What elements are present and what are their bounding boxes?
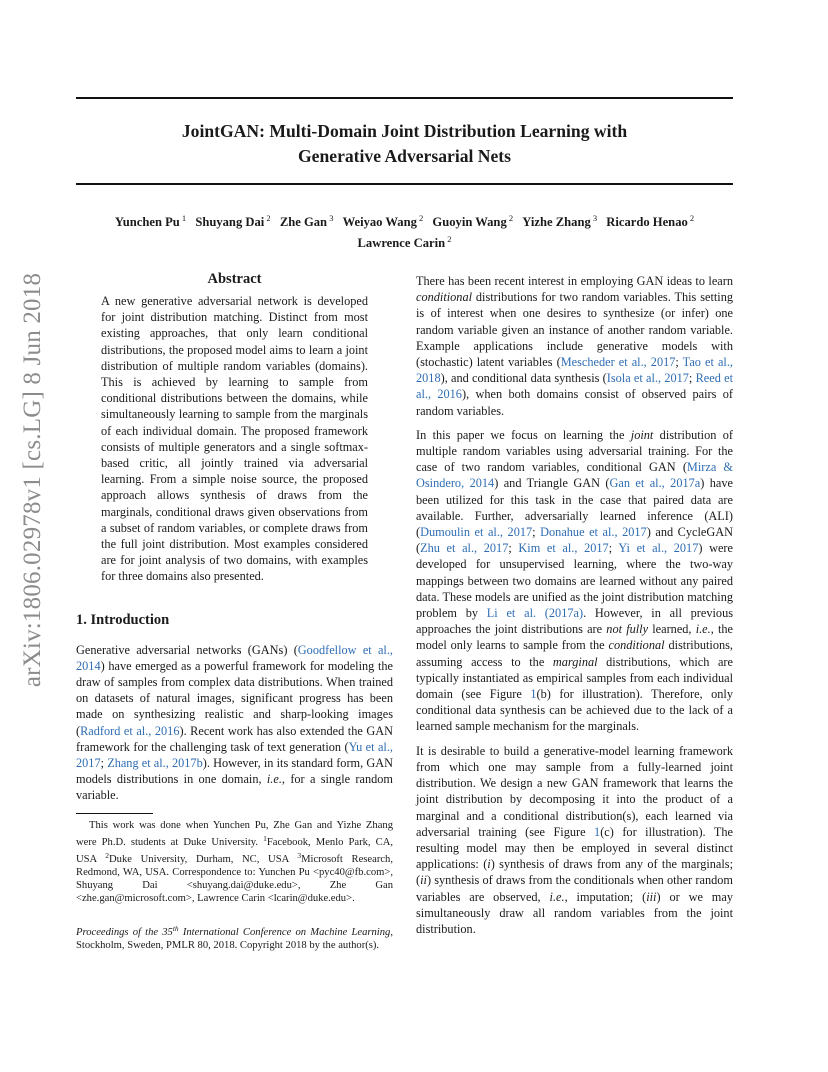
text-run: Microsoft Research, Redmond, WA, USA. Correspondence to: Yunchen Pu <pyc40@fb.com>, Shuyang Dai <shuyang.dai@duke.edu>, Zhe Gan <zhe.gan@microsoft.com>, Lawrence Carin <lcarin@duke.edu>. [76,853,393,905]
author-name: Ricardo Henao [606,215,688,229]
author [195,215,270,229]
author-affiliation-mark: 3 [590,213,598,223]
text-run: ) synthesis of draws from the conditionals when other random variables are observed, [416,873,733,904]
introduction-heading: 1. Introduction [76,611,170,628]
citation-link[interactable]: 1 [530,687,537,702]
text-run: ) and CycleGAN ( [416,525,733,556]
emphasis-text: i.e. [695,622,711,637]
footnote-rule [76,813,153,814]
superscript: 2 [105,850,110,860]
emphasis-text: i [487,857,491,872]
author [280,215,334,229]
text-run: (c) for illustration). The resulting model may then be employed in several distinct applications: ( [416,824,733,872]
text-run: learned, [648,622,696,637]
text-run: , for a single random variable. [76,772,393,803]
citation-link[interactable]: Radford et al., 2016 [80,723,180,738]
text-run: ) synthesis of draws from any of the marginals; ( [416,857,733,888]
paper-title-line-1: JointGAN: Multi-Domain Joint Distribution Learning with [181,121,628,141]
abstract-body: A new generative adversarial network is developed for joint distribution matching. Distinct from most existing approaches, that only learn conditional distributions, the proposed model aims to learn a joint distribution of multiple random variables (domains). This is achieved by learning to sample from conditional distributions between the domains, while simultaneously learning to sample from the marginals of each individual domain. The proposed framework consists of multiple generators and a single softmax-based critic, all jointly trained via adversarial learning. From a simple noise source, the proposed approach allows synthesis of draws from the marginals, conditional draws given observations from a subset of random variables, or complete draws from the full joint distribution. Most examples considered are for joint analysis of two domains, with examples for three domains also presented. [101,294,368,584]
text-run: ; [100,756,108,771]
author-name: Lawrence Carin [357,236,446,250]
author [343,215,424,229]
emphasis-text: not fully [606,622,649,637]
text-run: , imputation; ( [564,889,647,904]
abstract-heading: Abstract [207,271,262,287]
author-affiliation-mark: 2 [687,213,695,223]
author-affiliation-mark: 1 [179,213,187,223]
text-run: ), when both domains consist of observed pairs of random variables. [416,387,733,418]
superscript: 1 [263,833,267,843]
citation-link[interactable]: Goodfellow et al., 2014 [76,642,393,673]
author-name: Yunchen Pu [114,215,180,229]
citation-link[interactable]: Mescheder et al., 2017 [560,355,676,370]
text-run: ), and conditional data synthesis ( [440,371,607,386]
emphasis-text: marginal [552,654,598,669]
citation-link[interactable]: Gan et al., 2017a [609,476,701,491]
text-run: In this paper we focus on learning the [416,427,631,442]
text-run: Generative adversarial networks (GANs) ( [76,642,298,657]
citation-link[interactable]: Zhu et al., 2017 [420,541,509,556]
author [358,236,452,250]
citation-link[interactable]: Yi et al., 2017 [618,541,699,556]
text-run: distribution of multiple random variables using adversarial training. For the case of two random variables, conditional GAN ( [416,427,733,475]
text-run: Facebook, Menlo Park, CA, USA [76,836,393,865]
emphasis-text: i.e. [549,889,565,904]
text-run: ; [508,541,519,556]
author [606,215,694,229]
right-paragraph-1 [416,273,733,419]
text-run: ) or we may simultaneously draw all random variables from the joint distribution. [416,889,733,936]
right-column [416,273,733,937]
citation-link[interactable]: Isola et al., 2017 [606,371,689,386]
citation-link[interactable]: Yu et al., 2017 [76,739,393,771]
introduction-paragraph-1 [76,642,393,804]
author [432,215,513,229]
citation-link[interactable]: Reed et al., 2016 [416,371,733,402]
superscript: th [172,924,179,934]
citation-link[interactable]: Li et al. (2017a) [486,606,584,621]
author-name: Zhe Gan [279,215,328,229]
author-affiliation-mark: 2 [445,234,452,244]
author [522,215,597,229]
citation-link[interactable]: Mirza & Osindero, 2014 [416,460,733,491]
emphasis-text: Proceedings of the 35 [76,927,173,939]
arxiv-identifier-text: arXiv:1806.02978v1 [cs.LG] 8 Jun 2018 [19,272,46,688]
paper-title [76,119,733,169]
author-name: Shuyang Dai [195,215,265,229]
text-run: There has been recent interest in employing GAN ideas to learn [416,274,733,288]
text-run: distributions, which are typically instantiated as empirical samples from each individual domain (see Figure [416,654,733,702]
text-run: ) and Triangle GAN ( [494,476,610,491]
paper-title-line-2: Generative Adversarial Nets [297,146,512,166]
text-run: ; [688,371,696,386]
author-affiliation-mark: 2 [416,213,424,223]
citation-link[interactable]: Kim et al., 2017 [518,541,609,556]
proceedings-note [76,922,393,952]
author-affiliation-mark: 2 [264,213,271,223]
text-run: ; [675,355,683,370]
text-run: It is desirable to build a generative-model learning framework from which one may sample from a fully-learned joint distribution. We design a new GAN framework that learns the joint distribution by decomposing it into the product of a marginal and a conditional distribution(s), each learned via adversarial training (see Figure [416,743,733,839]
citation-link[interactable]: 1 [594,824,601,839]
author-name: Guoyin Wang [432,215,507,229]
left-column [76,271,393,952]
author-affiliation-mark: 3 [327,213,334,223]
right-paragraph-2 [416,427,733,735]
citation-link[interactable]: Dumoulin et al., 2017 [420,525,533,540]
text-run: ; [608,541,619,556]
citation-link[interactable]: Donahue et al., 2017 [540,525,647,540]
text-run: ). Recent work has also extended the GAN framework for the challenging task of text generation ( [76,723,393,754]
affiliation-footnote [76,819,393,906]
text-run: ; [532,525,541,540]
citation-link[interactable]: Tao et al., 2018 [416,355,733,386]
right-paragraph-3 [416,743,733,937]
text-run: ) have been utilized for this task in the case that paired data are available. Further, adversarially learned inference (ALI) ( [416,476,733,540]
author-name: Yizhe Zhang [522,215,591,229]
emphasis-text: joint [630,427,654,442]
emphasis-text: iii [646,889,657,904]
emphasis-text: conditional [416,290,473,305]
text-run: Duke University, Durham, NC, USA [109,853,298,865]
author-affiliation-mark: 2 [506,213,514,223]
citation-link[interactable]: Zhang et al., 2017b [107,756,203,771]
text-run: ) were developed for unsupervised learning, where the two-way mappings between two domains are learned without any paired data. These models are unified as the joint distribution matching problem by [416,541,733,621]
text-run: , the model only learns to sample from the [416,622,733,653]
text-run: distributions, assuming access to the [416,638,734,669]
title-rule-bottom [76,183,733,185]
text-run: This work was done when Yunchen Pu, Zhe Gan and Yizhe Zhang were Ph.D. students at Duke University. [76,819,393,848]
author [115,215,186,229]
text-run: (b) for illustration). Therefore, only conditional data synthesis can be achieved due to the lack of a learned sample mechanism for the marginals. [416,687,733,734]
emphasis-text: i.e. [266,772,282,787]
text-run: distributions for two random variables. This setting is of interest when one desires to synthesize (or infer) one random variable given an instance of another random variable. Example applications include generative models with (stochastic) latent variables ( [416,290,733,370]
author-list [76,210,733,252]
text-run: ) have emerged as a powerful framework for modeling the draw of samples from complex data distributions. When trained on datasets of natural images, significant progress has been made on synthesizing realistic and sharp-looking images ( [76,658,393,738]
superscript: 3 [297,850,302,860]
emphasis-text: ii [420,873,427,888]
text-run: ). However, in its standard form, GAN models distributions in one domain, [76,756,393,787]
author-name: Weiyao Wang [342,215,417,229]
emphasis-text: International Conference on Machine Learning [178,927,391,939]
text-run: . However, in all previous approaches the joint distributions are [416,606,734,637]
text-run: , Stockholm, Sweden, PMLR 80, 2018. Copyright 2018 by the author(s). [76,927,393,952]
title-rule-top [76,97,733,99]
emphasis-text: conditional [608,638,665,653]
